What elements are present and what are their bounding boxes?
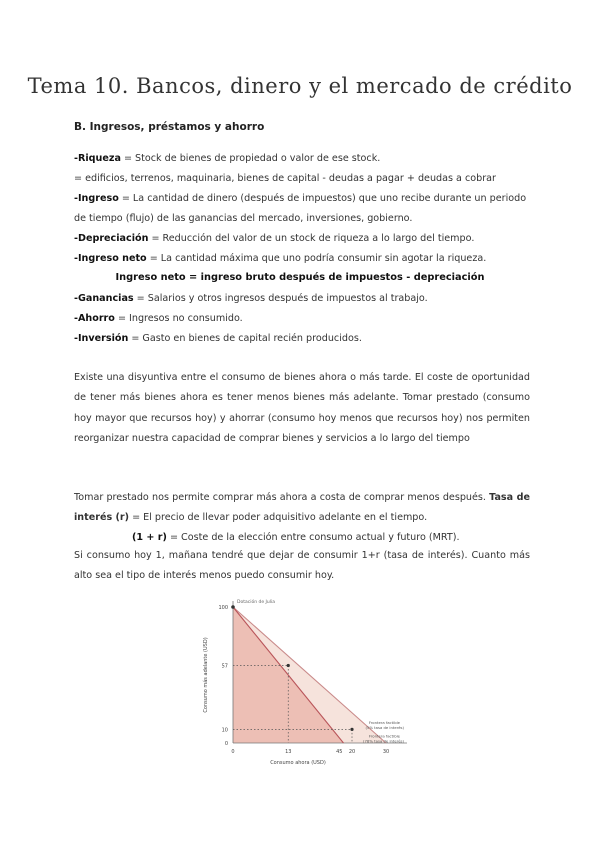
term-one-plus-r: (1 + r) — [132, 532, 167, 543]
intertemporal-budget-chart — [198, 585, 428, 770]
guide-point-1 — [350, 728, 353, 731]
definition-text: = Stock de bienes de propiedad o valor de ese stock. — [120, 153, 381, 164]
definition-ganancias — [74, 293, 428, 304]
x-tick-label: 45 — [336, 749, 343, 755]
definition-text: = Gasto en bienes de capital recién producidos. — [128, 333, 362, 344]
term-depreciacion: -Depreciación — [74, 233, 149, 244]
definition-inversion — [74, 333, 362, 344]
term-ingreso: -Ingreso — [74, 193, 119, 204]
definition-text: = edificios, terrenos, maquinaria, bienes de capital - deudas a pagar + deudas a cobrar — [74, 173, 496, 184]
term-inversion: -Inversión — [74, 333, 129, 344]
annotation-sublabel: (5% tasa de interés) — [365, 724, 404, 730]
definition-text: = La cantidad máxima que uno podría consumir sin agotar la riqueza. — [146, 253, 487, 264]
term-riqueza: -Riqueza — [74, 153, 121, 164]
section-heading: B. Ingresos, préstamos y ahorro — [74, 121, 265, 133]
term-ahorro: -Ahorro — [74, 313, 115, 324]
x-tick-label: 13 — [285, 749, 292, 755]
x-tick-label: 0 — [231, 749, 235, 755]
chart-title: Dotación de Julia — [237, 600, 275, 605]
y-tick-label: 10 — [221, 727, 228, 734]
formula-net-income: Ingreso neto = ingreso bruto después de impuestos - depreciación — [115, 272, 485, 283]
paragraph-tradeoff: Existe una disyuntiva entre el consumo de bienes ahora o más tarde. El coste de oportunidad de tener más bienes ahora es tener menos bienes más adelante. Tomar prestado (consumo hoy mayor que recursos hoy) y ahorrar (consumo hoy menos que recursos hoy) nos permiten reorganizar nuestra capacidad de comprar bienes y servicios a lo largo del tiempo — [74, 372, 530, 444]
guide-point-0 — [287, 664, 290, 667]
annotation-sublabel: (78% tasa de interés) — [363, 738, 404, 744]
definition-ingreso-cont — [74, 213, 412, 224]
definition-ingreso-neto — [74, 253, 486, 264]
term-ingreso-neto: -Ingreso neto — [74, 253, 147, 264]
definition-ahorro — [74, 313, 243, 324]
paragraph-text: Tomar prestado nos permite comprar más ahora a costa de comprar menos después. — [74, 492, 490, 503]
x-tick-label: 20 — [348, 749, 356, 755]
paragraph-interest — [74, 488, 530, 529]
mrt-text: = Coste de la elección entre consumo actual y futuro (MRT). — [166, 532, 460, 543]
y-axis-label: Consumo más adelante (USD) — [203, 637, 209, 713]
page-title: Tema 10. Bancos, dinero y el mercado de crédito — [27, 74, 573, 98]
paragraph-text: = El precio de llevar poder adquisitivo adelante en el tiempo. — [129, 512, 428, 524]
definition-ingreso — [74, 193, 526, 204]
definition-text: de tiempo (flujo) de las ganancias del mercado, inversiones, gobierno. — [74, 213, 413, 224]
definition-riqueza-formula — [74, 173, 496, 184]
endowment-point — [231, 605, 235, 609]
definition-text: = La cantidad de dinero (después de impuestos) que uno recibe durante un periodo — [118, 193, 527, 204]
term-ganancias: -Ganancias — [74, 293, 134, 304]
definition-depreciacion — [74, 233, 474, 244]
annotation-label: Frontera factible — [368, 733, 400, 739]
y-tick-label: 0 — [224, 741, 228, 747]
x-tick-label: 30 — [382, 749, 390, 755]
mrt-line — [132, 532, 460, 543]
term-tasa-interes: Tasa de interés (r) — [74, 492, 530, 524]
y-tick-label: 100 — [218, 605, 228, 611]
chart-layer — [202, 598, 407, 766]
definition-text: = Salarios y otros ingresos después de impuestos al trabajo. — [133, 293, 428, 304]
y-tick-label: 57 — [221, 663, 228, 670]
definition-riqueza — [74, 153, 380, 164]
x-axis-label: Consumo ahora (USD) — [270, 760, 326, 766]
annotation-label: Frontera factible — [368, 719, 400, 725]
definition-text: = Reducción del valor de un stock de riqueza a lo largo del tiempo. — [148, 233, 475, 244]
paragraph-consumption: Si consumo hoy 1, mañana tendré que dejar de consumir 1+r (tasa de interés). Cuanto más alto sea el tipo de interés menos puedo consumir hoy. — [74, 550, 530, 582]
definition-text: = Ingresos no consumido. — [114, 313, 243, 324]
